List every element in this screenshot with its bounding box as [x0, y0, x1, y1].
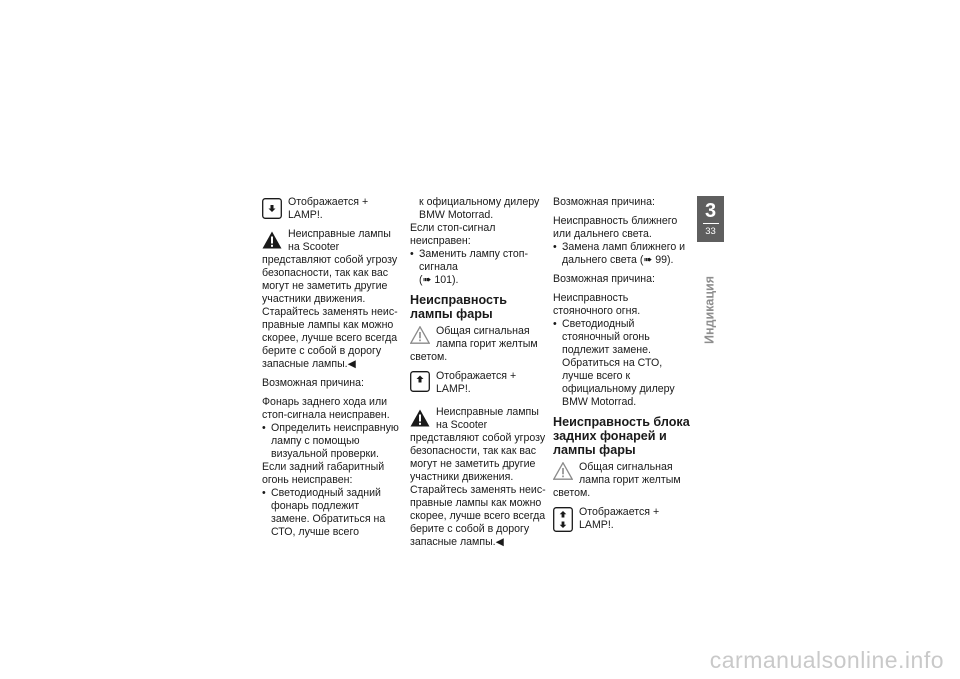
condition-text: Если задний габаритный огонь неисправен: — [262, 461, 385, 486]
column-1 — [262, 196, 400, 545]
warning-note — [410, 406, 548, 549]
tab-divider — [703, 223, 719, 224]
cause-label: Возможная причина: — [553, 273, 655, 285]
display-text: Отображается + LAMP!. — [288, 196, 369, 221]
display-text: Отображается + LAMP!. — [436, 370, 517, 395]
column-2 — [410, 196, 548, 555]
bullet-list — [553, 318, 691, 409]
display-arrow-down-icon — [262, 198, 282, 219]
warning-triangle-icon — [262, 231, 282, 249]
list-item-text: Заменить лампу стоп-сигнала — [419, 248, 529, 273]
list-item: • Определить неисправную лампу с помощью визуальной проверки. — [262, 422, 400, 461]
list-item — [410, 248, 548, 287]
general-warning-text: Общая сигнальная лампа горит желтым светом. — [410, 325, 538, 363]
list-item: • Светодиодный стояночный огонь подлежит замене. Обратиться на СТО, лучше всего к официальному дилеру BMW Motorrad. — [553, 318, 691, 409]
cause-label: Возможная причина: — [262, 377, 364, 389]
chapter-tab — [697, 196, 724, 242]
general-warning-note — [410, 325, 548, 364]
bullet-list — [262, 422, 400, 461]
display-arrow-up-icon — [410, 371, 430, 392]
general-warning-triangle-icon — [553, 462, 573, 480]
bullet-list — [410, 248, 548, 287]
cause-text: Фонарь заднего хода или стоп-сигнала неисправен. — [262, 396, 390, 421]
cause-text: Неисправность ближнего или дальнего света. — [553, 215, 678, 240]
display-note — [262, 196, 400, 222]
section-heading: Неисправность лампы фары — [410, 293, 507, 321]
display-note — [410, 370, 548, 396]
general-warning-note — [553, 461, 691, 500]
condition-text: Если стоп-сигнал неисправен: — [410, 222, 496, 247]
continued-text: к официальному дилеру BMW Motorrad. — [419, 196, 540, 221]
page-reference: (➠ 101). — [419, 274, 459, 286]
chapter-number: 3 — [704, 200, 717, 222]
bullet-list — [553, 241, 691, 267]
chapter-side-label — [700, 275, 720, 345]
list-item: • Замена ламп ближнего и дальнего света (➠ 99). — [553, 241, 691, 267]
column-3 — [553, 196, 691, 540]
warning-text: Неисправные лампы на Scooter представляют собой угрозу безопасности, так как вас могут не заметить другие участники движения. Старайтесь заменять неисправные лампы как можно скорее, лучше всего всегда берите с собой в дорогу запасные лампы.◀ — [262, 228, 398, 370]
page-number: 33 — [705, 226, 716, 237]
cause-text: Неисправность стояночного огня. — [553, 292, 641, 317]
bullet-list — [262, 487, 400, 539]
warning-note — [262, 228, 400, 371]
general-warning-text: Общая сигнальная лампа горит желтым светом. — [553, 461, 681, 499]
section-heading: Неисправность блока задних фонарей и лампы фары — [553, 415, 690, 457]
warning-triangle-icon — [410, 409, 430, 427]
general-warning-triangle-icon — [410, 326, 430, 344]
display-note — [553, 506, 691, 534]
display-arrow-updown-icon — [553, 507, 573, 532]
display-text: Отображается + LAMP!. — [579, 506, 660, 531]
watermark: carmanualsonline.info — [709, 647, 944, 673]
list-item: • Светодиодный задний фонарь подлежит замене. Обратиться на СТО, лучше всего — [262, 487, 400, 539]
chapter-label-text: Индикация — [702, 275, 717, 345]
warning-text: Неисправные лампы на Scooter представляют собой угрозу безопасности, так как вас могут не заметить другие участники движения. Старайтесь заменять неисправные лампы как можно скорее, лучше всего всегда берите с собой в дорогу запасные лампы.◀ — [410, 406, 546, 548]
cause-label: Возможная причина: — [553, 196, 655, 208]
